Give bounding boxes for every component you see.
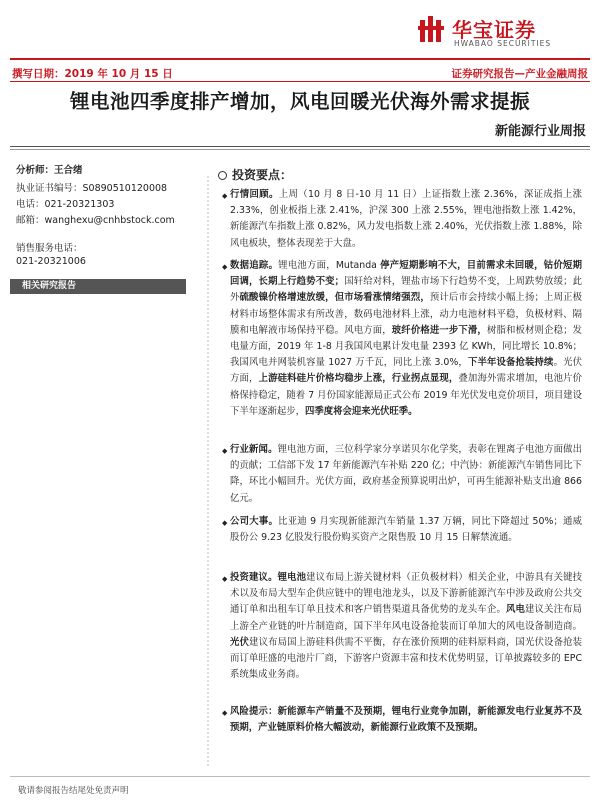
logo-chinese-text: 华宝证券 <box>452 18 536 42</box>
page-subtitle: 新能源行业周报 <box>494 124 586 139</box>
analyst-license: 执业证书编号：S0890510120008 <box>16 183 168 194</box>
sales-phone: 021-20321006 <box>16 256 86 267</box>
logo-english-text: HWABAO SECURITIES <box>454 39 552 48</box>
industry-news-paragraph: 行业新闻。锂电池方面，三位科学家分享诺贝尔化学奖，表彰在锂离子电池方面做出的贡献；工信部下发 17 年新能源汽车补贴 220 亿；中汽协：新能源汽车销售同比下降，环比小幅回升。光伏方面，政府基金预算说明出炉，可再生能源补贴支出逾 866 亿元。 <box>230 444 582 504</box>
investment-advice-paragraph: 投资建议。锂电池建议布局上游关键材料（正负极材料）相关企业，中游具有关键技术以及布局大型车企供应链中的锂电池龙头，以及下游新能源汽车中涉及政府公共交通订单和出租车订单且技术和客户销售渠道具备优势的龙头车企。风电建议关注布局上游全产业链的叶片制造商，国下半年风电设备抢装而订单加大的风电设备制造商。光伏建议布局国上游硅料供需不平衡，存在涨价预期的硅料原料商，国光伏设备抢装而订单旺盛的电池片厂商，下游客户资源丰富和技术优势明显，订单披露较多的 EPC 系统集成业务商。 <box>230 572 582 681</box>
company-logo <box>418 12 588 50</box>
bullet-icon: ◆ <box>222 709 228 717</box>
bullet-icon: ◆ <box>222 263 228 271</box>
page-title: 锂电池四季度排产增加，风电回暖光伏海外需求提振 <box>69 90 530 113</box>
analyst-email[interactable]: 邮箱：wanghexu@cnhbstock.com <box>16 215 175 226</box>
sales-phone-label: 销售服务电话： <box>16 243 83 254</box>
company-events-paragraph: 公司大事。比亚迪 9 月实现新能源汽车销量 1.37 万辆，同比下降超过 50%；通威股份公 9.23 亿股发行股份购买资产之限售股 10 月 15 日解禁流通。 <box>230 516 582 544</box>
title-divider <box>10 146 590 147</box>
report-type: 证券研究报告—产业金融周报 <box>451 68 588 80</box>
bullet-icon: ◆ <box>222 192 228 200</box>
data-tracking-paragraph: 数据追踪。锂电池方面，Mutanda 停产短期影响不大，目前需求未回暖，钴价短期回调，长期上行趋势不变；国轩给对料，锂盐市场下行趋势不变，上周跌势放缓；此外硫酸镍价格增速放缓，但市场看涨情绪强烈，预计后市会持续小幅上扬；上周正极材料市场整体需求有所改善，数码电池材料上涨，动力电池材料平稳，负极材料、隔膜和电解液市场保持平稳。风电方面，玻纤价格进一步下滑，树脂和板材则企稳；发电量方面，2019 年 1-8 月我国风电累计发电量 2393 亿 KWh，同比增长 10.8%；我国风电并网装机容量 1027 万千瓦，同比上涨 3.0%，下半年设备抢装持续。光伏方面，上游硅料硅片价格均稳步上涨，行业拐点显现，叠加海外需求增加，电池片价格保持稳定，随着 7 月份国家能源局正式公布 2019 年光伏发电竞价项目，项目建设下半年逐渐起步，四季度将会迎来光伏旺季。 <box>230 260 582 417</box>
bullet-icon: ◆ <box>222 519 228 527</box>
footer-disclaimer: 敬请参阅报告结尾处免责声明 <box>18 786 129 796</box>
key-points-title: 投资要点： <box>218 166 292 183</box>
circle-bullet-icon <box>218 171 227 180</box>
header-rule <box>10 58 590 60</box>
analyst-phone: 电话：021-20321303 <box>16 199 115 210</box>
bullet-icon: ◆ <box>222 575 228 583</box>
logo-mark-icon <box>418 14 446 44</box>
title-divider-thin <box>10 149 590 150</box>
footer-rule <box>10 776 590 777</box>
related-reports-header: 相关研究报告 <box>10 279 186 294</box>
analyst-name: 分析师：王合绪 <box>16 165 83 176</box>
report-date: 撰写日期：2019 年 10 月 15 日 <box>12 68 173 80</box>
risk-warning-paragraph: 风险提示：新能源车产销量不及预期，锂电行业竞争加剧，新能源发电行业复苏不及预期，产业链原料价格大幅波动，新能源行业政策不及预期。 <box>230 706 582 734</box>
section-dash-line <box>206 176 210 766</box>
market-review-paragraph: 行情回顾。上周（10 月 8 日-10 月 11 日）上证指数上涨 2.36%，深证成指上涨 2.33%，创业板指上涨 2.41%，沪深 300 上涨 2.55%，锂电池指数上涨 1.42%，新能源汽车指数上涨 0.82%，风力发电指数上涨 2.40%，光伏指数上涨 1.88%，除风电板块，整体表现差于大盘。 <box>230 189 582 249</box>
header-rule-bottom <box>10 81 590 82</box>
bullet-icon: ◆ <box>222 447 228 455</box>
